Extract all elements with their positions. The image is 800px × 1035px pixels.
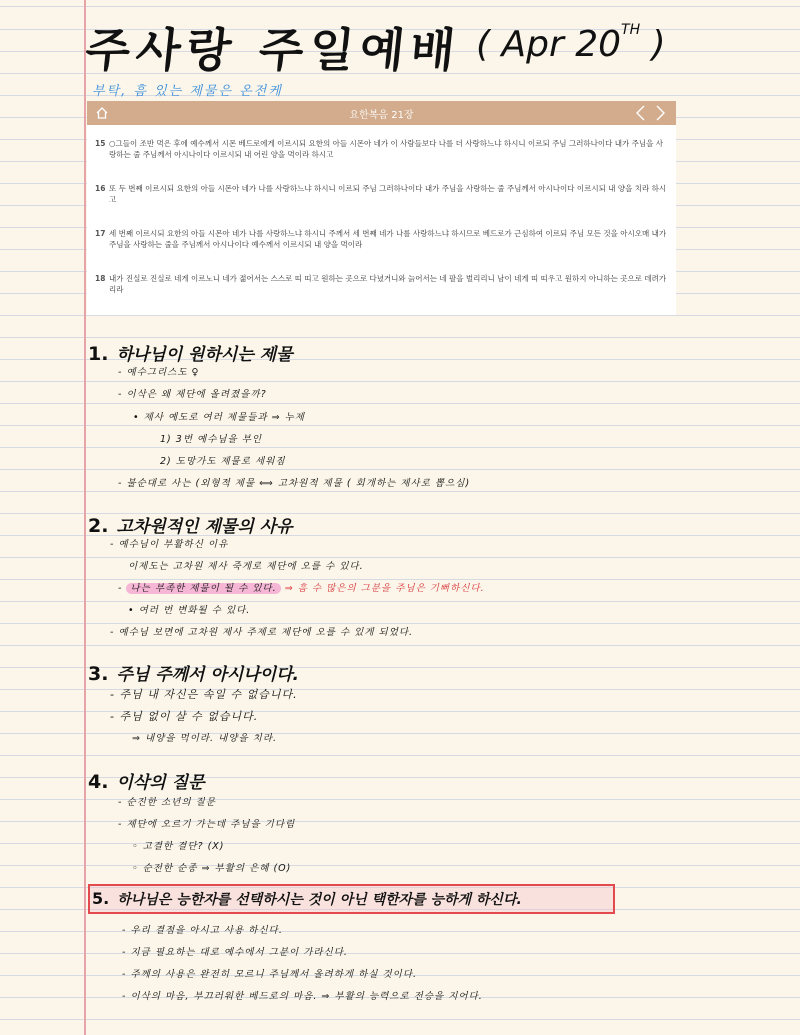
note-line: 2) 도망가도 제물로 세워짐	[160, 456, 286, 467]
note-line: - 제단에 오르기 가는데 주님을 기다림	[118, 819, 296, 830]
note-line: 이제도는 고차원 제사 죽게로 제단에 오를 수 있다.	[128, 561, 364, 572]
section-heading: 5. 하나님은 능한자를 선택하시는 것이 아닌 택한자를 능하게 하신다.	[92, 889, 522, 908]
note-line: - 지금 필요하는 대로 예수에서 그분이 가라신다.	[122, 947, 348, 958]
note-line: - 나는 부족한 제물이 될 수 있다. ⇒ 흠 수 많은의 그분을 주님은 기뻐하신다.	[118, 583, 485, 594]
page-header	[82, 14, 786, 84]
verse-item: 18 내가 진실로 진실로 네게 이르노니 네가 젊어서는 스스로 띠 띠고 원하는 곳으로 다녔거니와 늙어서는 네 팔을 벌리리니 남이 네게 띠 띠우고 원하지 아니하는 곳으로 데려가리라	[95, 274, 667, 294]
note-line: - 이삭의 마음, 부끄러워한 베드로의 마음. ⇒ 부활의 능력으로 전승을 지어다.	[122, 991, 483, 1002]
section-heading: 4. 이삭의 질문	[88, 771, 205, 793]
verse-item: 17 세 번째 이르시되 요한의 아들 시몬아 네가 나를 사랑하느냐 하시니 주께서 세 번째 네가 나를 사랑하느냐 하시므로 베드로가 근심하여 이르되 주님 모든 것을 아시오매 내가 주님을 사랑하는 줄을 주님께서 아시나이다 예수께서 이르시되 내 양을 먹이라	[95, 229, 667, 249]
note-line: - 주께의 사용은 완전히 모르니 주님께서 올려하게 하실 것이다.	[122, 969, 418, 980]
chevron-right-icon[interactable]	[653, 104, 667, 122]
note-line: - 예수님이 부활하신 이유	[110, 539, 229, 550]
highlighted-note: 나는 부족한 제물이 될 수 있다.	[126, 583, 280, 594]
note-line: ◦ 고결한 결단? (X)	[132, 841, 225, 852]
note-line: - 우리 결점을 아시고 사용 하신다.	[122, 925, 283, 936]
note-line: ◦ 순전한 순종 ⇒ 부활의 은혜 (O)	[132, 863, 292, 874]
sermon-subtitle: 부탁, 흠 있는 제물은 온전케	[92, 84, 283, 99]
notebook-margin-line	[84, 0, 86, 1035]
note-line: - 예수님 보면에 고차원 제사 주제로 제단에 오를 수 있게 되었다.	[110, 627, 414, 638]
section-heading: 3. 주님 주께서 아시나이다.	[88, 663, 299, 685]
note-line: - 순진한 소년의 질문	[118, 797, 216, 808]
red-note: ⇒ 흠 수 많은의 그분을 주님은 기뻐하신다.	[284, 583, 485, 594]
verse-item: 15 ○그들이 조반 먹은 후에 예수께서 시몬 베드로에게 이르시되 요한의 아들 시몬아 네가 이 사람들보다 나를 더 사랑하느냐 하시니 이르되 주님 그러하나이다 내가 주님을 사랑하는 줄 주님께서 아시나이다 이르시되 내 어린 양을 먹이라 하시고	[95, 139, 664, 159]
note-line: • 여러 번 변화될 수 있다.	[128, 605, 251, 616]
page-date: ( Apr 20TH )	[476, 22, 666, 65]
bible-card	[87, 101, 676, 315]
note-line: ⇒ 내양을 먹이라. 내양을 치라.	[132, 733, 278, 744]
bible-card-header	[87, 101, 676, 125]
note-line: - 불순대로 사는 (외형적 제물 ⟺ 고차원적 제물 ( 회개하는 제사로 뽑으심)	[118, 478, 471, 489]
note-line: - 이삭은 왜 제단에 올려졌을까?	[118, 389, 267, 400]
bible-chapter-title: 요한복음 21장	[349, 110, 414, 121]
section-heading: 1. 하나님이 원하시는 제물	[88, 343, 293, 365]
note-line: - 주님 없이 살 수 없습니다.	[110, 710, 259, 723]
verse-item: 16 또 두 번째 이르시되 요한의 아들 시몬아 네가 나를 사랑하느냐 하시니 이르되 주님 그러하나이다 내가 주님을 사랑하는 줄 주님께서 아시나이다 이르시되 내 양을 치라 하시고	[95, 184, 667, 204]
chevron-left-icon[interactable]	[634, 104, 648, 122]
note-line: - 예수그리스도 ♀	[118, 367, 200, 378]
note-line: • 제사 예도로 여러 제물들과 ⇒ 누제	[133, 412, 305, 423]
note-line: - 주님 내 자신은 속일 수 없습니다.	[110, 688, 298, 701]
section-heading: 2. 고차원적인 제물의 사유	[88, 515, 293, 537]
note-line: 1) 3번 예수님을 부인	[160, 434, 263, 445]
page-title: 주사랑 주일예배	[82, 23, 464, 77]
